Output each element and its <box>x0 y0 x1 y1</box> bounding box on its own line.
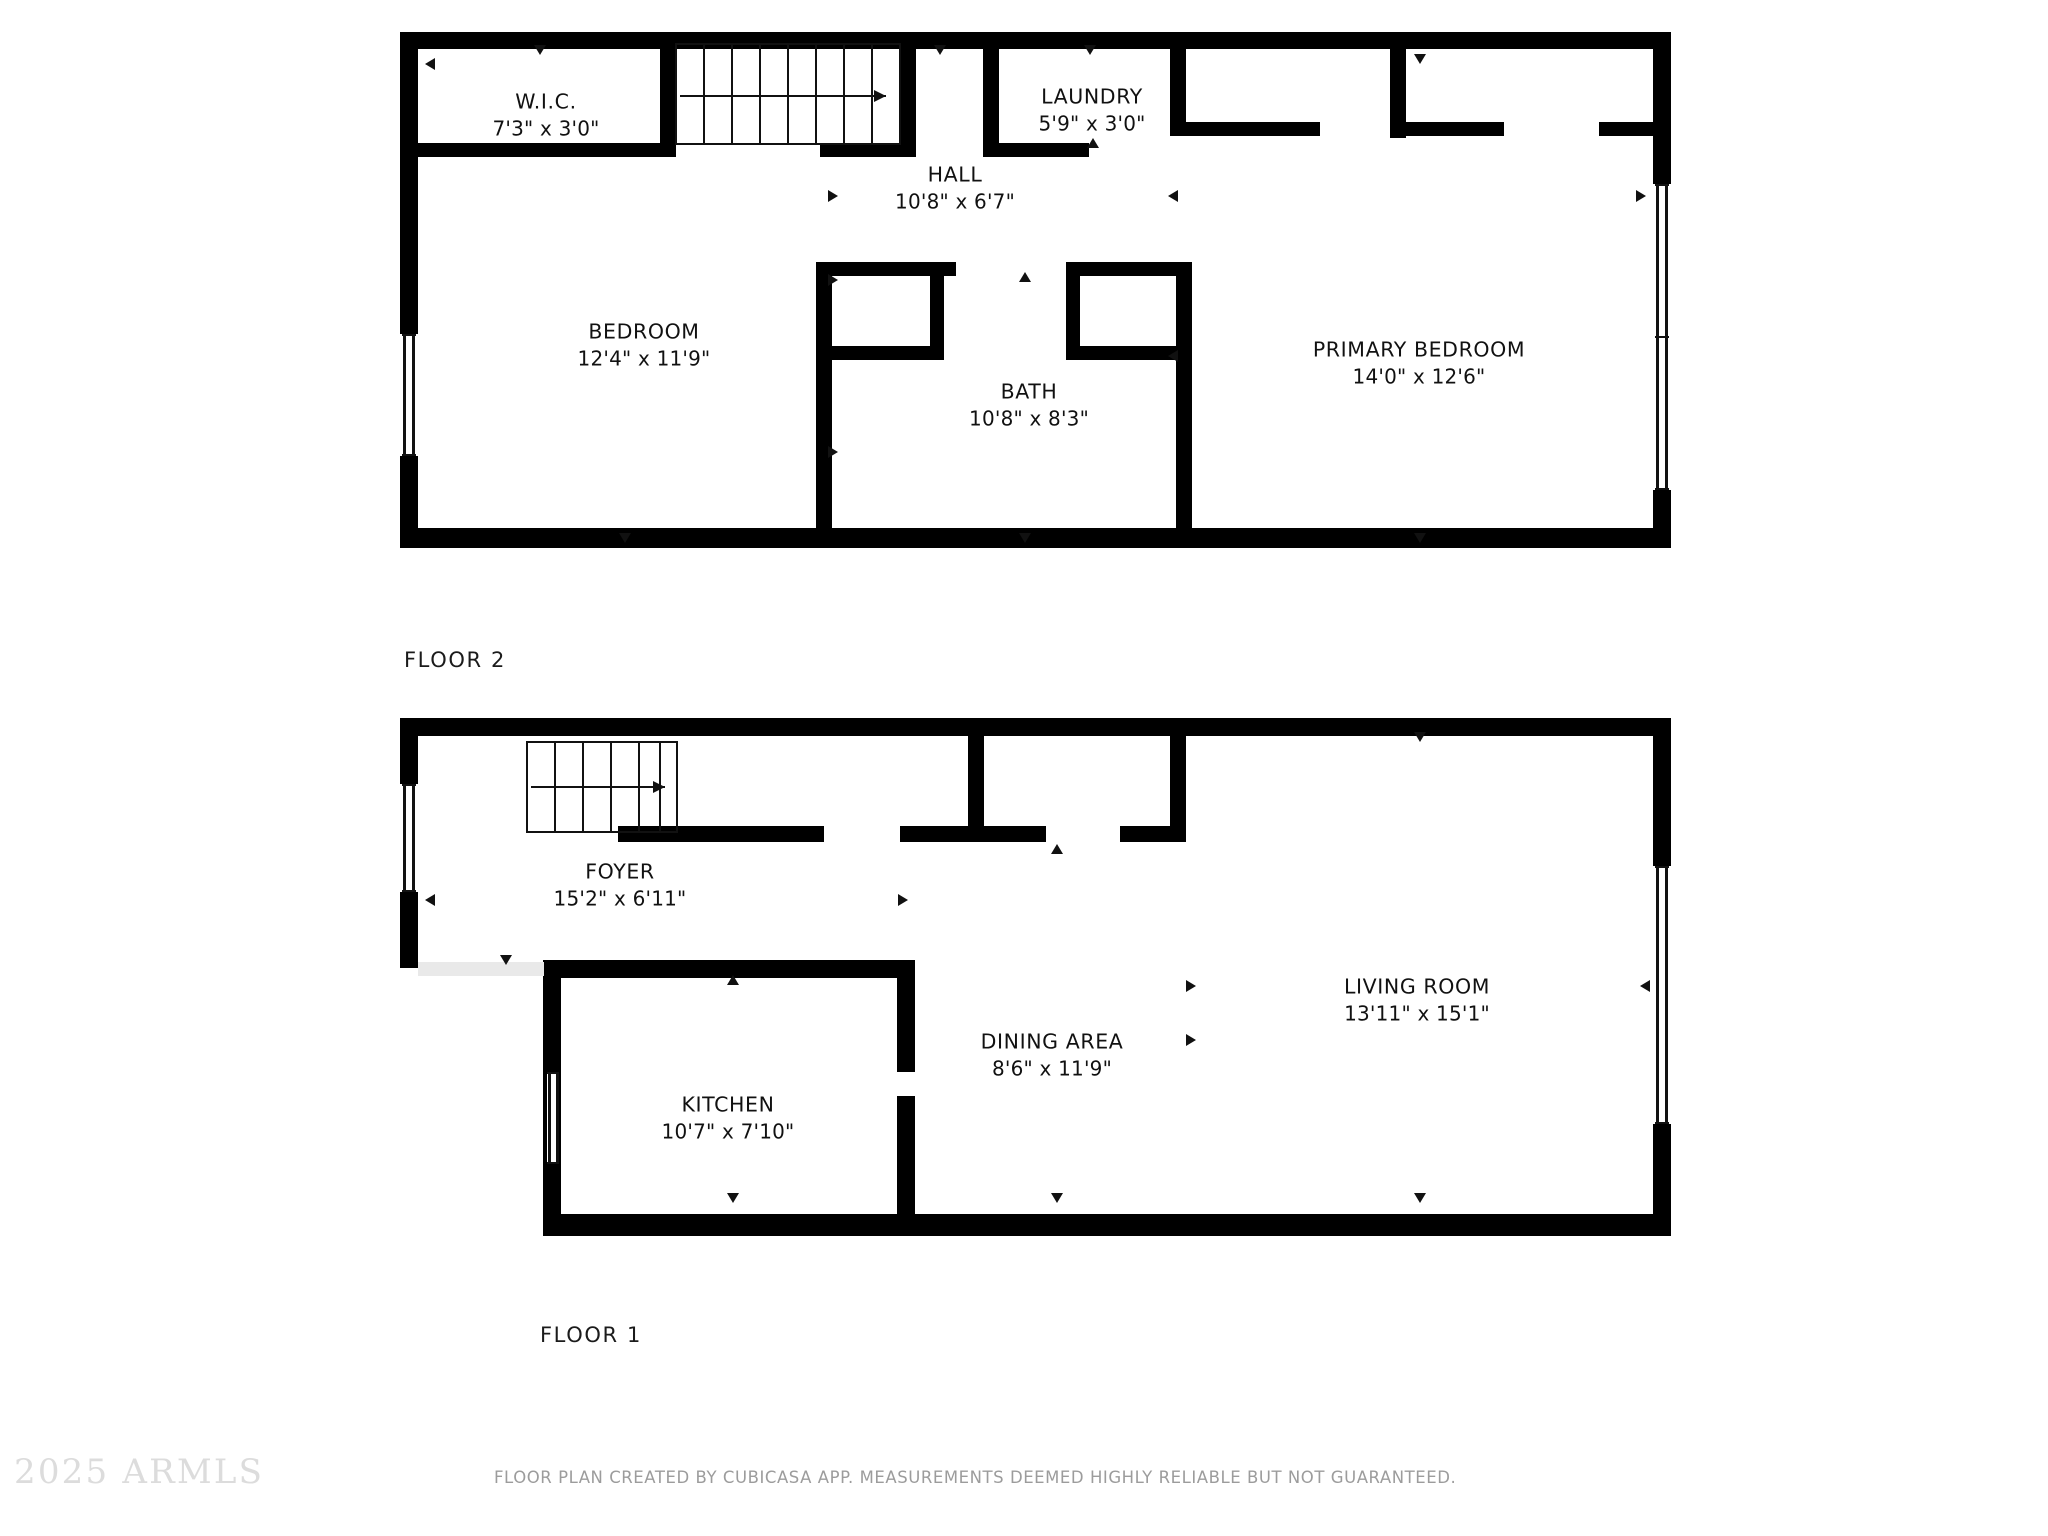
window-foyer-left <box>402 784 416 892</box>
room-label-foyer <box>554 858 687 911</box>
room-label-kitchen <box>662 1091 795 1144</box>
room-label-living-room <box>1344 973 1490 1026</box>
room-name: BEDROOM <box>588 319 700 344</box>
room-name: BATH <box>1000 379 1058 404</box>
room-dimensions: 14'0" x 12'6" <box>1352 364 1486 389</box>
floor-1-openings <box>418 962 544 976</box>
window-primary-bedroom <box>1655 184 1669 490</box>
disclaimer-text: FLOOR PLAN CREATED BY CUBICASA APP. MEASUREMENTS DEEMED HIGHLY RELIABLE BUT NOT GUARANTEED. <box>494 1468 1457 1487</box>
floor-1-caption: FLOOR 1 <box>540 1323 642 1347</box>
room-dimensions: 15'2" x 6'11" <box>553 886 687 911</box>
room-dimensions: 10'7" x 7'10" <box>661 1119 795 1144</box>
floor-2-caption: FLOOR 2 <box>404 648 506 672</box>
room-name: PRIMARY BEDROOM <box>1312 337 1526 362</box>
room-label-dining-area <box>981 1028 1124 1081</box>
room-label-bath <box>969 378 1089 431</box>
room-dimensions: 8'6" x 11'9" <box>992 1056 1112 1081</box>
room-dimensions: 10'8" x 6'7" <box>895 189 1015 214</box>
room-label-wic <box>492 88 599 141</box>
window-living-room <box>1655 866 1669 1124</box>
room-label-laundry <box>1038 83 1145 136</box>
room-name: LIVING ROOM <box>1343 974 1491 999</box>
room-dimensions: 10'8" x 8'3" <box>969 406 1089 431</box>
room-dimensions: 12'4" x 11'9" <box>577 346 711 371</box>
room-name: DINING AREA <box>980 1029 1124 1054</box>
watermark-armls: 2025 ARMLS <box>14 1452 265 1492</box>
room-label-primary-bedroom <box>1313 336 1525 389</box>
room-label-bedroom <box>578 318 711 371</box>
room-name: W.I.C. <box>515 89 577 114</box>
room-name: FOYER <box>585 859 655 884</box>
room-dimensions: 5'9" x 3'0" <box>1038 111 1146 136</box>
room-name: HALL <box>927 162 983 187</box>
room-name: LAUNDRY <box>1041 84 1143 109</box>
room-name: KITCHEN <box>681 1092 775 1117</box>
room-dimensions: 13'11" x 15'1" <box>1344 1001 1490 1026</box>
room-dimensions: 7'3" x 3'0" <box>492 116 600 141</box>
window-bedroom-left <box>402 334 416 456</box>
window-kitchen <box>547 1072 559 1164</box>
room-label-hall <box>895 161 1015 214</box>
